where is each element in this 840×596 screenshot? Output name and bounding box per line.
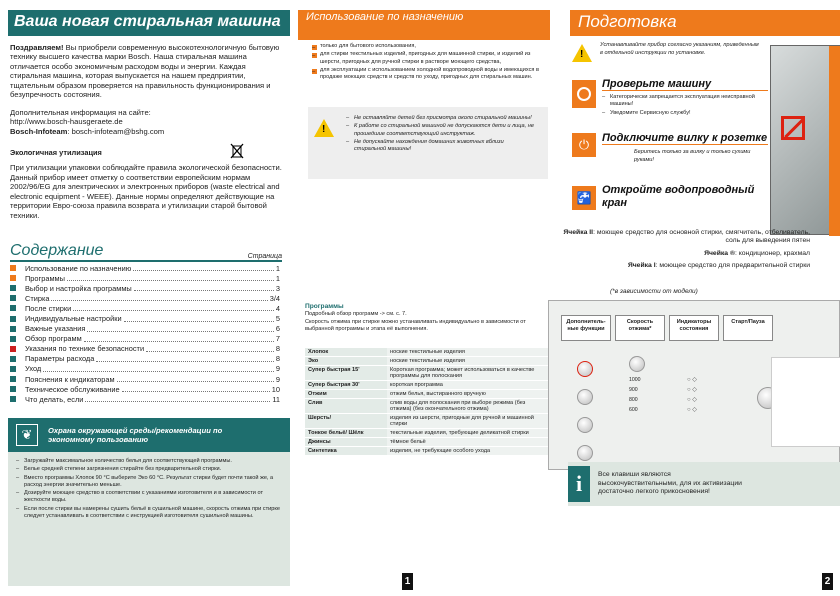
program-row [305,429,551,438]
toc-marker [10,316,16,322]
list-item: – Вместо программы Хлопок 90 °C выберите Эко 60 °C. Результат стирки будет почти такой же, а расход энергии значительно меньше. [16,475,282,490]
contents-page-label: Страница [247,253,282,260]
panel-header: Дополнитель-ные функции [561,315,611,341]
warn-list [346,115,536,171]
toc-leader [133,265,274,271]
program-name: Слив [305,399,387,414]
programs-title: Программы [305,303,344,310]
toc-label: Стирка [25,293,50,303]
warning-icon: ! [314,119,334,171]
toc-marker [10,396,16,402]
toc-marker [10,336,16,342]
program-name: Супер быстрая 30' [305,381,387,390]
ch1-label: Ячейка I [627,262,656,270]
toc-page: 6 [275,324,280,334]
toc-item[interactable] [10,394,280,404]
program-row [305,438,551,447]
usage-header [298,10,550,40]
url-link[interactable]: http://www.bosch-hausgeraete.de [10,117,123,127]
machine-icon [572,80,596,108]
tap-section [602,184,768,210]
toc-leader [146,346,274,352]
toc-item[interactable] [10,303,280,313]
list-item: – К работе со стиральной машиной не допускаются дети и лица, не прошедшие соответствующий инструктаж. [346,123,536,138]
program-desc: текстильные изделия, требующие деликатной стирки [387,429,551,438]
speed-button[interactable] [629,356,645,372]
ch3-text: : кондиционер, крахмал [734,249,810,257]
intro-text: Вы приобрели современную высокотехнологичную бытовую технику высшего качества марки Bosch. Наша стиральная машина отличается особо экономичным расходом воды и энергии. Каждая стиральная машина, которая выпускается на нашем предприятии, тщательным образом проверяется на правильность функционирования и безупречность состояния. [10,43,280,100]
toc-leader [122,386,270,392]
toc-leader [87,326,274,332]
program-dial[interactable] [771,357,840,447]
usage-list [312,43,548,82]
toc-page: 1 [275,263,280,273]
toc-marker [10,326,16,332]
list-item: – Дозируйте моющее средство в соответствии с указаниями изготовителя и в зависимости от жесткости воды. [16,490,282,505]
plug-title: Подключите вилку к розетке [602,132,768,144]
toc-marker [10,346,16,352]
program-desc: короткая программа [387,381,551,390]
env-header [8,418,290,452]
toc-label: Что делать, если [25,394,84,404]
program-name: Синтетика [305,447,387,456]
toc-page: 8 [275,344,280,354]
function-button-4[interactable] [577,445,593,461]
tap-icon: 🚰 [572,186,596,210]
program-name: Тонкое бельё/ Шёлк [305,429,387,438]
toc-page: 7 [275,334,280,344]
page-title: Ваша новая стиральная машина [14,13,281,30]
program-row [305,399,551,414]
program-row [305,414,551,429]
toc-leader [117,376,274,382]
list-item: – только для бытового использования, [312,43,548,50]
info-icon: i [568,466,590,502]
list-item: – для эксплуатации с использованием холодной водопроводной воды и имеющихся в продаже моющих средств и средств по уходу, пригодных для стиральных машин. [312,67,548,82]
bin-icon [230,143,244,159]
list-item: – для стирки текстильных изделий, пригодных для машинной стирки, и изделий из шерсти, пригодных для ручной стирки в растворе моющего средства, [312,51,548,66]
status-indicators: ○ ◇ ○ ◇ ○ ◇ ○ ◇ [687,377,697,413]
env-title: Охрана окружающей среды/рекомендации по экономному пользованию [48,425,223,444]
toc-leader [85,396,270,402]
page-number-2 [822,573,833,590]
toc-item[interactable] [10,273,280,283]
toc-page: 1 [275,273,280,283]
check-title: Проверьте машину [602,78,768,91]
list-item: – Белье средней степени загрязнения стирайте без предварительной стирки. [16,466,282,473]
infoteam-email[interactable]: : bosch-infoteam@bshg.com [67,126,165,136]
list-item: – Категорически запрещается эксплуатация неисправной машины! [602,94,768,109]
check-list [602,94,768,117]
page-number-1 [402,573,413,590]
prep-header [570,10,840,36]
toc-label: Пояснения к индикаторам [25,374,115,384]
page-number-2-text: 2 [824,576,831,587]
program-name: Эко [305,357,387,366]
toc-leader [43,366,274,372]
list-item: – Не оставляйте детей без присмотра около стиральной машины! [346,115,536,122]
intro-block [10,43,282,136]
list-item: – Уведомите Сервисную службу! [602,110,768,117]
program-desc: ноские текстильные изделия [387,357,551,366]
toc-marker [10,285,16,291]
programs-desc: Скорость отжима при стирке можно устанавливать индивидуально в зависимости от выбранной программы и этапа её выполнения. [305,318,526,333]
toc-label: Выбор и настройка программы [25,283,132,293]
machine-photo [770,45,840,235]
toc-marker [10,305,16,311]
info-box [568,462,840,506]
toc-leader [84,336,274,342]
toc-page: 10 [271,384,280,394]
toc-label: Индивидуальные настройки [25,314,122,324]
toc-leader [96,356,274,362]
program-desc: отжим белья, выстиранного вручную [387,390,551,399]
toc-leader [51,295,267,301]
ch1-text: : моющее средство для предварительной стирки [655,262,810,270]
toc-page: 9 [275,364,280,374]
speed-option[interactable]: 800 [629,397,638,403]
toc-leader [73,305,274,311]
title-bar [8,10,290,36]
panel-header: Индикаторы состояния [669,315,719,341]
toc-label: Использование по назначению [25,263,132,273]
toc-page: 5 [275,314,280,324]
program-desc: слив воды для полоскания при выборе режима (без отжима) (без окончательного отжима) [387,399,551,414]
program-name: Хлопок [305,348,387,357]
toc-item[interactable] [10,364,280,374]
program-row [305,366,551,381]
toc-item[interactable] [10,293,280,303]
toc-item[interactable] [10,283,280,293]
plug-text: Беритесь только за вилку и только сухими руками! [634,149,751,163]
child-warning-box [308,107,548,179]
program-name: Отжим [305,390,387,399]
speed-list [629,375,641,415]
toc-item[interactable] [10,354,280,364]
panel-header: Старт/Пауза [723,315,773,341]
program-row [305,390,551,399]
toc-item[interactable] [10,334,280,344]
contents-header [10,242,282,262]
contents-title: Содержание [10,242,104,259]
toc-marker [10,356,16,362]
toc-page: 11 [272,394,280,404]
control-panel [548,300,840,470]
toc-marker [10,386,16,392]
toc-leader [124,316,274,322]
toc-marker [10,376,16,382]
programs-table [305,348,551,456]
program-name: Джинсы [305,438,387,447]
compartment-texts [560,229,810,271]
info-text: Все клавиши являются высокочувствительными, для их активизации достаточно легкого прикосновения! [598,471,742,496]
tap-title: Откройте водопроводный кран [602,184,755,210]
programs-intro [305,303,545,334]
toc-page: 9 [275,374,280,384]
more-info: Дополнительная информация на сайте: [10,107,151,117]
toc-item[interactable] [10,263,280,273]
eco-text2: Данный прибор имеет отметку о соответствии европейским нормам 2002/96/EG для электрических и электронных приборов (waste electrical and electronic equipment - WEEE). Данные нормы определяют действующие на территории Евро-союза правила возврата и утилизации старой бытовой техники. [10,172,280,220]
env-list [8,452,290,527]
list-item: – Не допускайте нахождения домашних животных вблизи стиральной машины! [346,139,536,154]
toc-item[interactable] [10,324,280,334]
toc-page: 4 [275,303,280,313]
program-name: Супер быстрая 15' [305,366,387,381]
model-note: (*в зависимости от модели) [610,288,698,295]
toc-marker [10,265,16,271]
ch2-label: Ячейка II [563,229,594,236]
toc-label: Обзор программ [25,334,82,344]
program-desc: ноские текстильные изделия [387,348,551,357]
prep-warning [572,42,772,62]
toc-item[interactable] [10,344,280,354]
panel-header: Скорость отжима* [615,315,665,341]
toc-label: После стирки [25,303,72,313]
speed-option[interactable]: 900 [629,387,638,393]
program-desc: Короткая программа; может использоваться в качестве программы для полоскания [387,366,551,381]
toc-marker [10,275,16,281]
program-desc: изделия из шерсти, пригодные для ручной и машинной стирки [387,414,551,429]
check-section [602,78,768,118]
program-desc: изделия, не требующие особого ухода [387,447,551,456]
ch2-text: : моющее средство для основной стирки, смягчитель, отбеливатель, соль для выведения пятен [593,229,810,245]
function-buttons [577,361,593,461]
eco-title: Экологичная утилизация [10,148,102,157]
toc-item[interactable] [10,313,280,323]
toc-label: Указания по технике безопасности [25,344,145,354]
function-button-1[interactable] [577,361,593,377]
toc-label: Параметры расхода [25,354,95,364]
program-row [305,447,551,456]
env-box [8,418,290,586]
leaf-icon: ❦ [16,424,38,446]
toc-label: Важные указания [25,324,86,334]
plug-section [602,132,768,164]
toc-label: Техническое обслуживание [25,384,120,394]
panel-headers [561,315,773,341]
list-item: – Загружайте максимальное количество белья для соответствующей программы. [16,458,282,465]
toc-page: 3/4 [269,293,280,303]
toc-page: 8 [275,354,280,364]
program-desc: тёмное бельё [387,438,551,447]
toc-label: Программы [25,273,65,283]
toc-page: 3 [275,283,280,293]
toc-item[interactable] [10,374,280,384]
list-item: – Если после стирки вы намерены сушить бельё в сушильной машине, скорость отжима при стирке следует устанавливать в соответствии с инструкцией изготовителя сушильной машины. [16,506,282,521]
usage-title: Использование по назначению [306,11,464,23]
toc-marker [10,366,16,372]
toc-label: Уход [25,364,42,374]
plug-icon: ⏻ [572,133,596,157]
table-of-contents [10,263,280,404]
warning-icon-2: ! [572,44,592,62]
prep-warning-text: Устанавливайте прибор согласно указаниям, приведенным в отдельной инструкции по установке. [600,42,759,56]
intro-bold: Поздравляем! [10,43,64,52]
ch3-label: Ячейка ® [704,249,735,257]
toc-marker [10,295,16,301]
function-button-3[interactable] [577,417,593,433]
program-row [305,348,551,357]
programs-ref: Подробный обзор программ -> см. с. 7. [305,311,407,318]
toc-item[interactable] [10,384,280,394]
toc-leader [67,275,274,281]
program-row [305,381,551,390]
infoteam-label: Bosch-Infoteam [10,126,68,136]
eco-text1: При утилизации упаковки соблюдайте правила экологической безопасности. [10,163,282,173]
program-name: Шерсть/ [305,414,387,429]
page-number-1-text: 1 [404,576,411,587]
program-row [305,357,551,366]
toc-leader [134,285,274,291]
function-button-2[interactable] [577,389,593,405]
speed-option[interactable]: 1000 [629,377,641,383]
speed-option[interactable]: 600 [629,407,638,413]
prep-title: Подготовка [578,12,677,31]
